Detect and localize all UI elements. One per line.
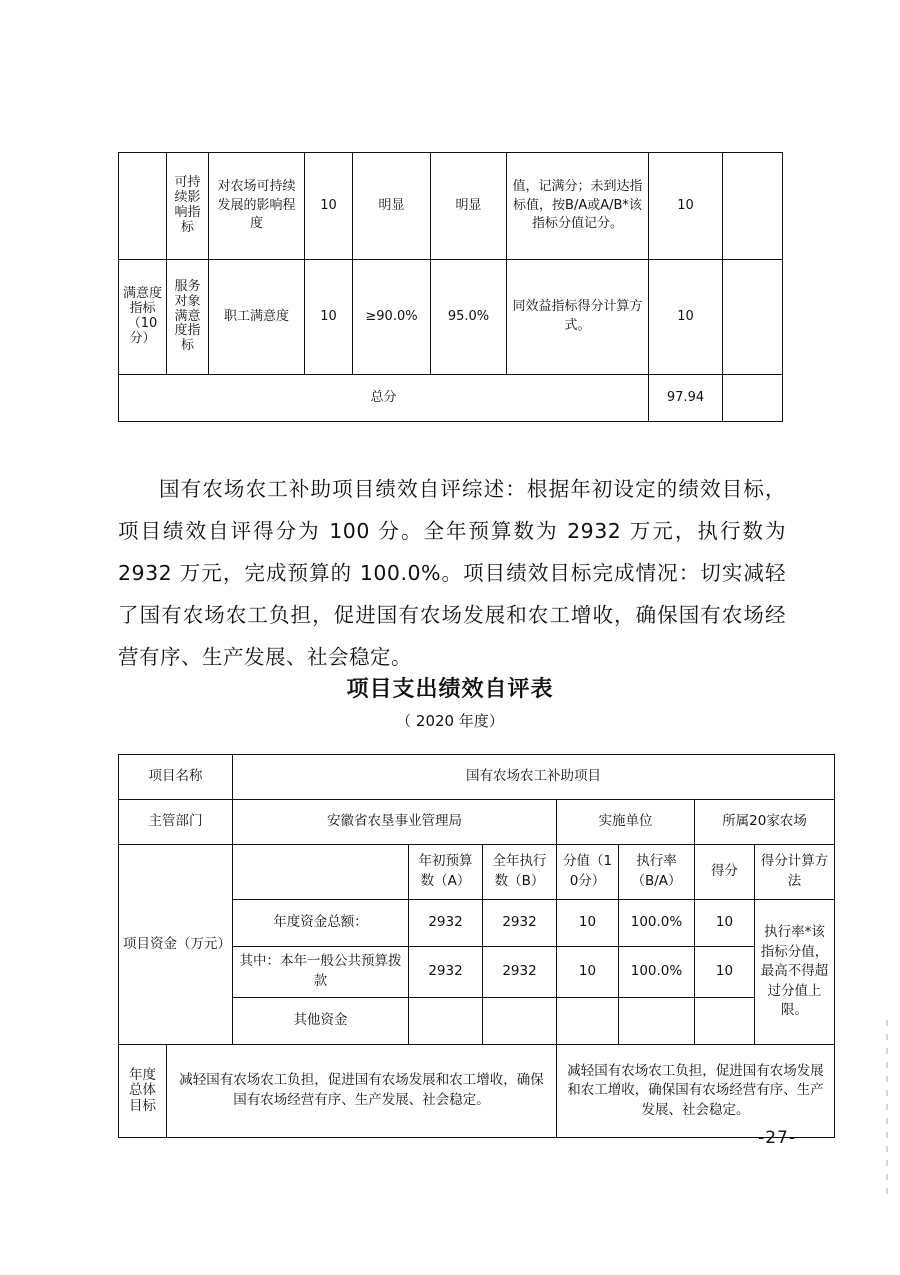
funds-row-weight <box>557 998 619 1045</box>
funds-header-method: 得分计算方法 <box>755 845 835 900</box>
table-row <box>119 153 783 260</box>
cell-remark <box>723 260 783 375</box>
cell-subcategory: 可持续影响指标 <box>167 153 209 260</box>
total-score: 97.94 <box>649 375 723 422</box>
cell-weight: 10 <box>305 260 353 375</box>
label-project-name: 项目名称 <box>119 755 233 800</box>
summary-paragraph <box>118 468 786 678</box>
cell-remark <box>723 153 783 260</box>
funds-row-weight: 10 <box>557 900 619 947</box>
funds-row-execution <box>483 998 557 1045</box>
funds-row-score: 10 <box>695 900 755 947</box>
funds-row-budget <box>409 998 483 1045</box>
funds-scoring-method: 执行率*该指标分值，最高不得超过分值上限。 <box>755 900 835 1045</box>
funds-row-rate <box>619 998 695 1045</box>
funds-row-weight: 10 <box>557 947 619 998</box>
funds-header-blank <box>233 845 409 900</box>
funds-row-label: 年度资金总额： <box>233 900 409 947</box>
cell-score: 10 <box>649 260 723 375</box>
cell-category <box>119 153 167 260</box>
funds-row-budget: 2932 <box>409 947 483 998</box>
funds-row-execution: 2932 <box>483 947 557 998</box>
label-unit: 实施单位 <box>557 800 695 845</box>
page-title: 项目支出绩效自评表 <box>346 677 554 702</box>
cell-indicator: 对农场可持续发展的影响程度 <box>209 153 305 260</box>
value-project-name: 国有农场农工补助项目 <box>233 755 835 800</box>
annual-goal-actual: 减轻国有农场农工负担，促进国有农场发展和农工增收，确保国有农场经营有序、生产发展、社会稳定。 <box>557 1045 835 1138</box>
cell-actual: 明显 <box>431 153 507 260</box>
form-year-subtitle: （ 2020 年度） <box>396 712 504 730</box>
cell-scoring-method: 同效益指标得分计算方式。 <box>507 260 649 375</box>
funds-row-label: 其中：本年一般公共预算拨款 <box>233 947 409 998</box>
funds-row-rate: 100.0% <box>619 900 695 947</box>
funds-header-budget: 年初预算数（A） <box>409 845 483 900</box>
funds-row-score <box>695 998 755 1045</box>
funds-row-execution: 2932 <box>483 900 557 947</box>
summary-text: 国有农场农工补助项目绩效自评综述：根据年初设定的绩效目标，项目绩效自评得分为 100 分。全年预算数为 2932 万元，执行数为 2932 万元，完成预算的 100.0%。项目绩效目标完成情况：切实减轻了国有农场农工负担，促进国有农场发展和农工增收，确保国有农场经营有序、生产发展、社会稳定。 <box>118 477 786 669</box>
funds-row-label: 其他资金 <box>233 998 409 1045</box>
cell-actual: 95.0% <box>431 260 507 375</box>
page-number: -27- <box>758 1128 796 1148</box>
table-row <box>119 755 835 800</box>
total-remark <box>723 375 783 422</box>
funds-header-rate: 执行率（B/A） <box>619 845 695 900</box>
scan-edge-marks <box>886 1020 888 1200</box>
table-row <box>119 260 783 375</box>
total-label: 总分 <box>119 375 649 422</box>
funds-header-execution: 全年执行数（B） <box>483 845 557 900</box>
value-department: 安徽省农垦事业管理局 <box>233 800 557 845</box>
table-row-total <box>119 375 783 422</box>
funds-header-score: 得分 <box>695 845 755 900</box>
label-project-funds: 项目资金（万元） <box>119 845 233 1045</box>
funds-row-rate: 100.0% <box>619 947 695 998</box>
value-unit: 所属20家农场 <box>695 800 835 845</box>
project-self-evaluation-table <box>118 754 835 1138</box>
funds-row-score: 10 <box>695 947 755 998</box>
funds-row-budget: 2932 <box>409 900 483 947</box>
label-department: 主管部门 <box>119 800 233 845</box>
cell-scoring-method: 值，记满分；未到达指标值，按B/A或A/B*该指标分值记分。 <box>507 153 649 260</box>
cell-subcategory: 服务对象满意度指标 <box>167 260 209 375</box>
performance-indicator-table <box>118 152 783 422</box>
table-row <box>119 800 835 845</box>
cell-target: 明显 <box>353 153 431 260</box>
cell-target: ≥90.0% <box>353 260 431 375</box>
funds-header-weight: 分值（10分） <box>557 845 619 900</box>
annual-goal-planned: 减轻国有农场农工负担，促进国有农场发展和农工增收，确保国有农场经营有序、生产发展、社会稳定。 <box>167 1045 557 1138</box>
cell-score: 10 <box>649 153 723 260</box>
table-row <box>119 845 835 900</box>
label-annual-goal: 年度总体目标 <box>119 1045 167 1138</box>
cell-indicator: 职工满意度 <box>209 260 305 375</box>
table-row <box>119 1045 835 1138</box>
cell-weight: 10 <box>305 153 353 260</box>
cell-category: 满意度指标（10分） <box>119 260 167 375</box>
